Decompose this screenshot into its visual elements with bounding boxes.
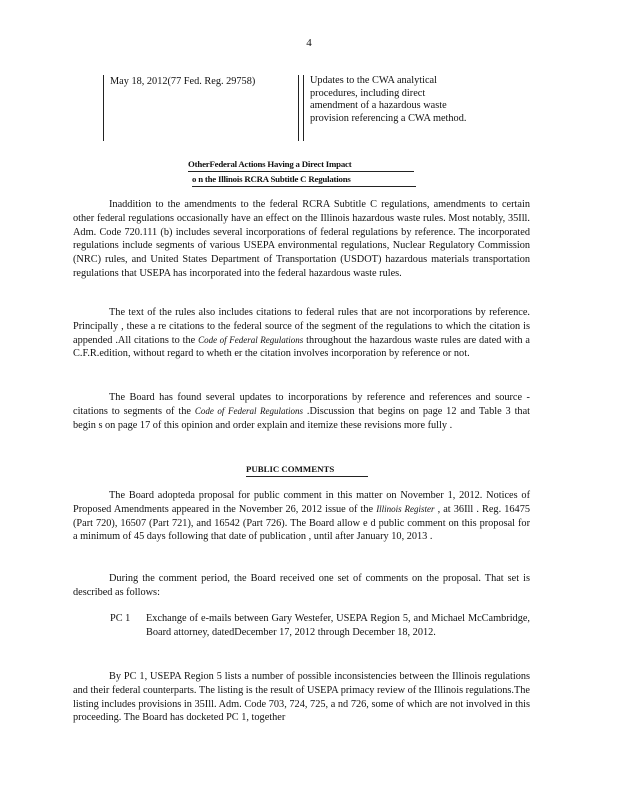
paragraph-text: By PC 1, USEPA Region 5 lists a number of possible inconsistencies between the Illinois regulations and their federal counterparts. The listing is the result of USEPA primacy review of the Illinois regulations.The listing includes provisions in 35Ill. Adm. Code 703, 724, 725, a nd 726, some of which are not involved in this proceeding. The Board has docketed PC 1, together xyxy=(73,671,530,724)
heading-line-1: OtherFederal Actions Having a Direct Impact xyxy=(188,157,414,172)
amendment-date-cell xyxy=(103,75,299,141)
paragraph-proposal xyxy=(73,489,530,544)
paragraph-text-part: , at 36Ill . Reg. 16475 (Part 720), 16507 (Part 721), and 16542 (Part 726). The Board allow e d public comment on this proposal for a minimum of 45 days following that date of publication , until after January 10, 2013 . xyxy=(73,503,530,543)
cfr-italic-title: Code of Federal Regulations xyxy=(198,334,304,345)
paragraph-pc1-review xyxy=(73,670,530,725)
public-comment-description: Exchange of e-mails between Gary Westefer, USEPA Region 5, and Michael McCambridge, Board attorney, datedDecember 17, 2012 through December 18, 2012. xyxy=(146,613,530,638)
paragraph-text xyxy=(73,391,530,432)
illinois-register-italic: Illinois Register xyxy=(376,503,435,514)
paragraph-other-federal xyxy=(73,198,530,281)
paragraph-text: During the comment period, the Board received one set of comments on the proposal. That set is described as follows: xyxy=(73,573,530,598)
paragraph-text-part: The Board adopteda proposal for public comment in this matter on November 1, 2012. Notices of Proposed Amendments appeared in the November 26, 2012 issue of the xyxy=(73,490,530,515)
public-comments-heading: PUBLIC COMMENTS xyxy=(246,463,368,477)
heading-line-2: o n the Illinois RCRA Subtitle C Regulations xyxy=(192,172,416,187)
paragraph-text-part: throughout the hazardous waste rules are dated with a C.F.R.edition, without regard to wheth er the citation involves incorporation by reference or not. xyxy=(73,334,530,360)
other-federal-actions-heading xyxy=(188,157,414,187)
paragraph-text: Inaddition to the amendments to the federal RCRA Subtitle C regulations, amendments to certain other federal regulations occasionally have an effect on the Illinois hazardous waste rules. Most notably, 35Ill. Adm. Code 720.111 (b) includes several incorporations of federal regulations by reference. The incorporated regulations include segments of various USEPA environmental regulations, Nuclear Regulatory Commission (NRC) rules, and United States Department of Transportation (USDOT) hazardous materials transportation regulations that USEPA has incorporated into the federal hazardous waste rules. xyxy=(73,199,530,279)
paragraph-text-part: .Discussion that begins on page 12 and Table 3 that begin s on page 17 of this opinion and order explain and itemize these revisions more fully . xyxy=(73,405,531,431)
amendment-table xyxy=(103,75,488,141)
paragraph-text xyxy=(73,306,530,361)
paragraph-text xyxy=(73,489,530,544)
amendment-description-line: procedures, including direct xyxy=(310,87,426,99)
amendment-description-cell xyxy=(303,75,488,141)
paragraph-comment-period xyxy=(73,572,530,600)
paragraph-text-part: The Board has found several updates to incorporations by reference and references and source -citations to segments of the xyxy=(73,392,530,417)
paragraph-citations xyxy=(73,306,530,361)
amendment-description-line: Updates to the CWA analytical xyxy=(310,75,437,86)
page-number: 4 xyxy=(306,37,312,49)
public-comment-label: PC 1 xyxy=(110,613,131,624)
paragraph-board-updates xyxy=(73,391,530,432)
amendment-description-line: provision referencing a CWA method. xyxy=(310,112,467,124)
paragraph-text-part: The text of the rules also includes citations to federal rules that are not incorporations by reference. Principally , these a re citations to the federal source of the segment of the regulations to which the citation is appended .All citations to the xyxy=(73,307,530,346)
amendment-date-citation: May 18, 2012(77 Fed. Reg. 29758) xyxy=(110,76,256,87)
amendment-description-line: amendment of a hazardous waste xyxy=(310,100,447,111)
cfr-italic-title: Code of Federal Regulations xyxy=(194,405,304,416)
